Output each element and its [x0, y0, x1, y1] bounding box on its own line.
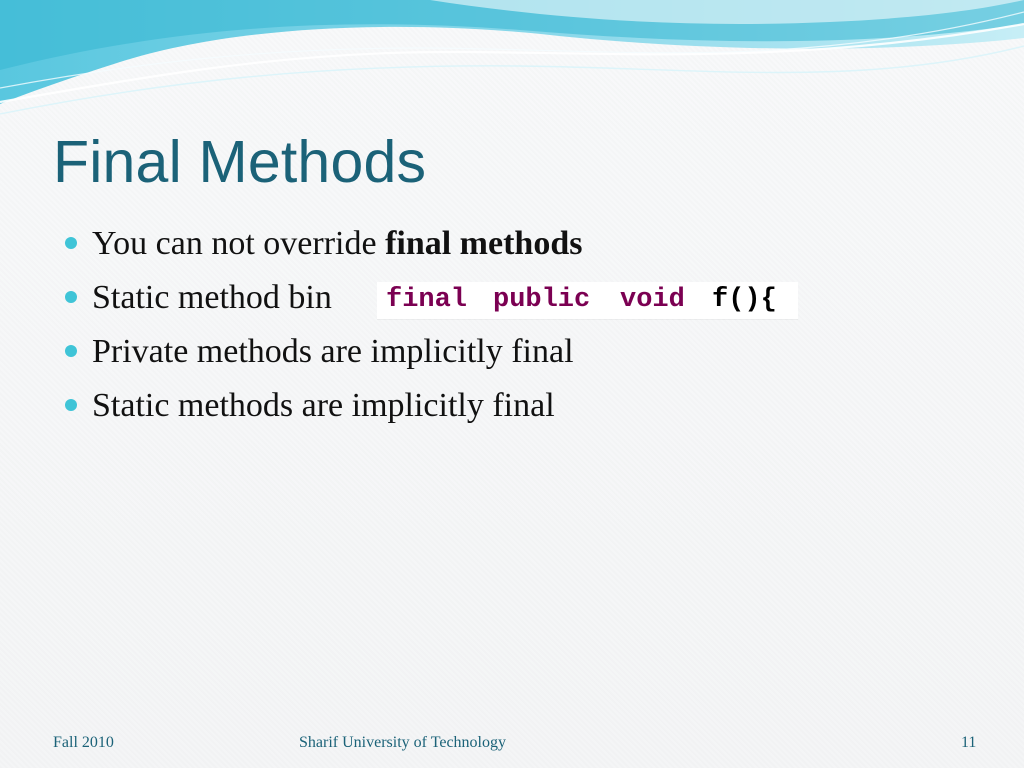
page-number: 11: [961, 734, 977, 751]
bullet-text: [92, 222, 582, 266]
bullet-text-regular: You can not override: [92, 225, 386, 262]
code-token-public: public: [493, 285, 591, 315]
header-wave-decoration: [0, 0, 1024, 120]
bullet-text: Static methods are implicitly final: [92, 387, 555, 424]
bullet-item: [62, 384, 582, 438]
code-token-method: f(){: [712, 285, 777, 315]
bullet-text-bold: final methods: [385, 225, 583, 262]
bullet-dot-icon: [65, 345, 77, 357]
bullet-text: Static method bin: [92, 279, 332, 316]
bullet-item: [62, 222, 582, 276]
footer-left: Fall 2010: [53, 734, 114, 751]
code-token-void: void: [620, 285, 685, 315]
slide-title: Final Methods: [53, 129, 427, 195]
bullet-dot-icon: [65, 237, 77, 249]
bullet-dot-icon: [65, 399, 77, 411]
bullet-list: [62, 222, 582, 438]
bullet-dot-icon: [65, 291, 77, 303]
bullet-text: Private methods are implicitly final: [92, 333, 574, 370]
code-overlay: [377, 282, 798, 319]
code-token-final: final: [386, 285, 468, 315]
footer-center: Sharif University of Technology: [299, 734, 506, 751]
bullet-item: [62, 330, 582, 384]
